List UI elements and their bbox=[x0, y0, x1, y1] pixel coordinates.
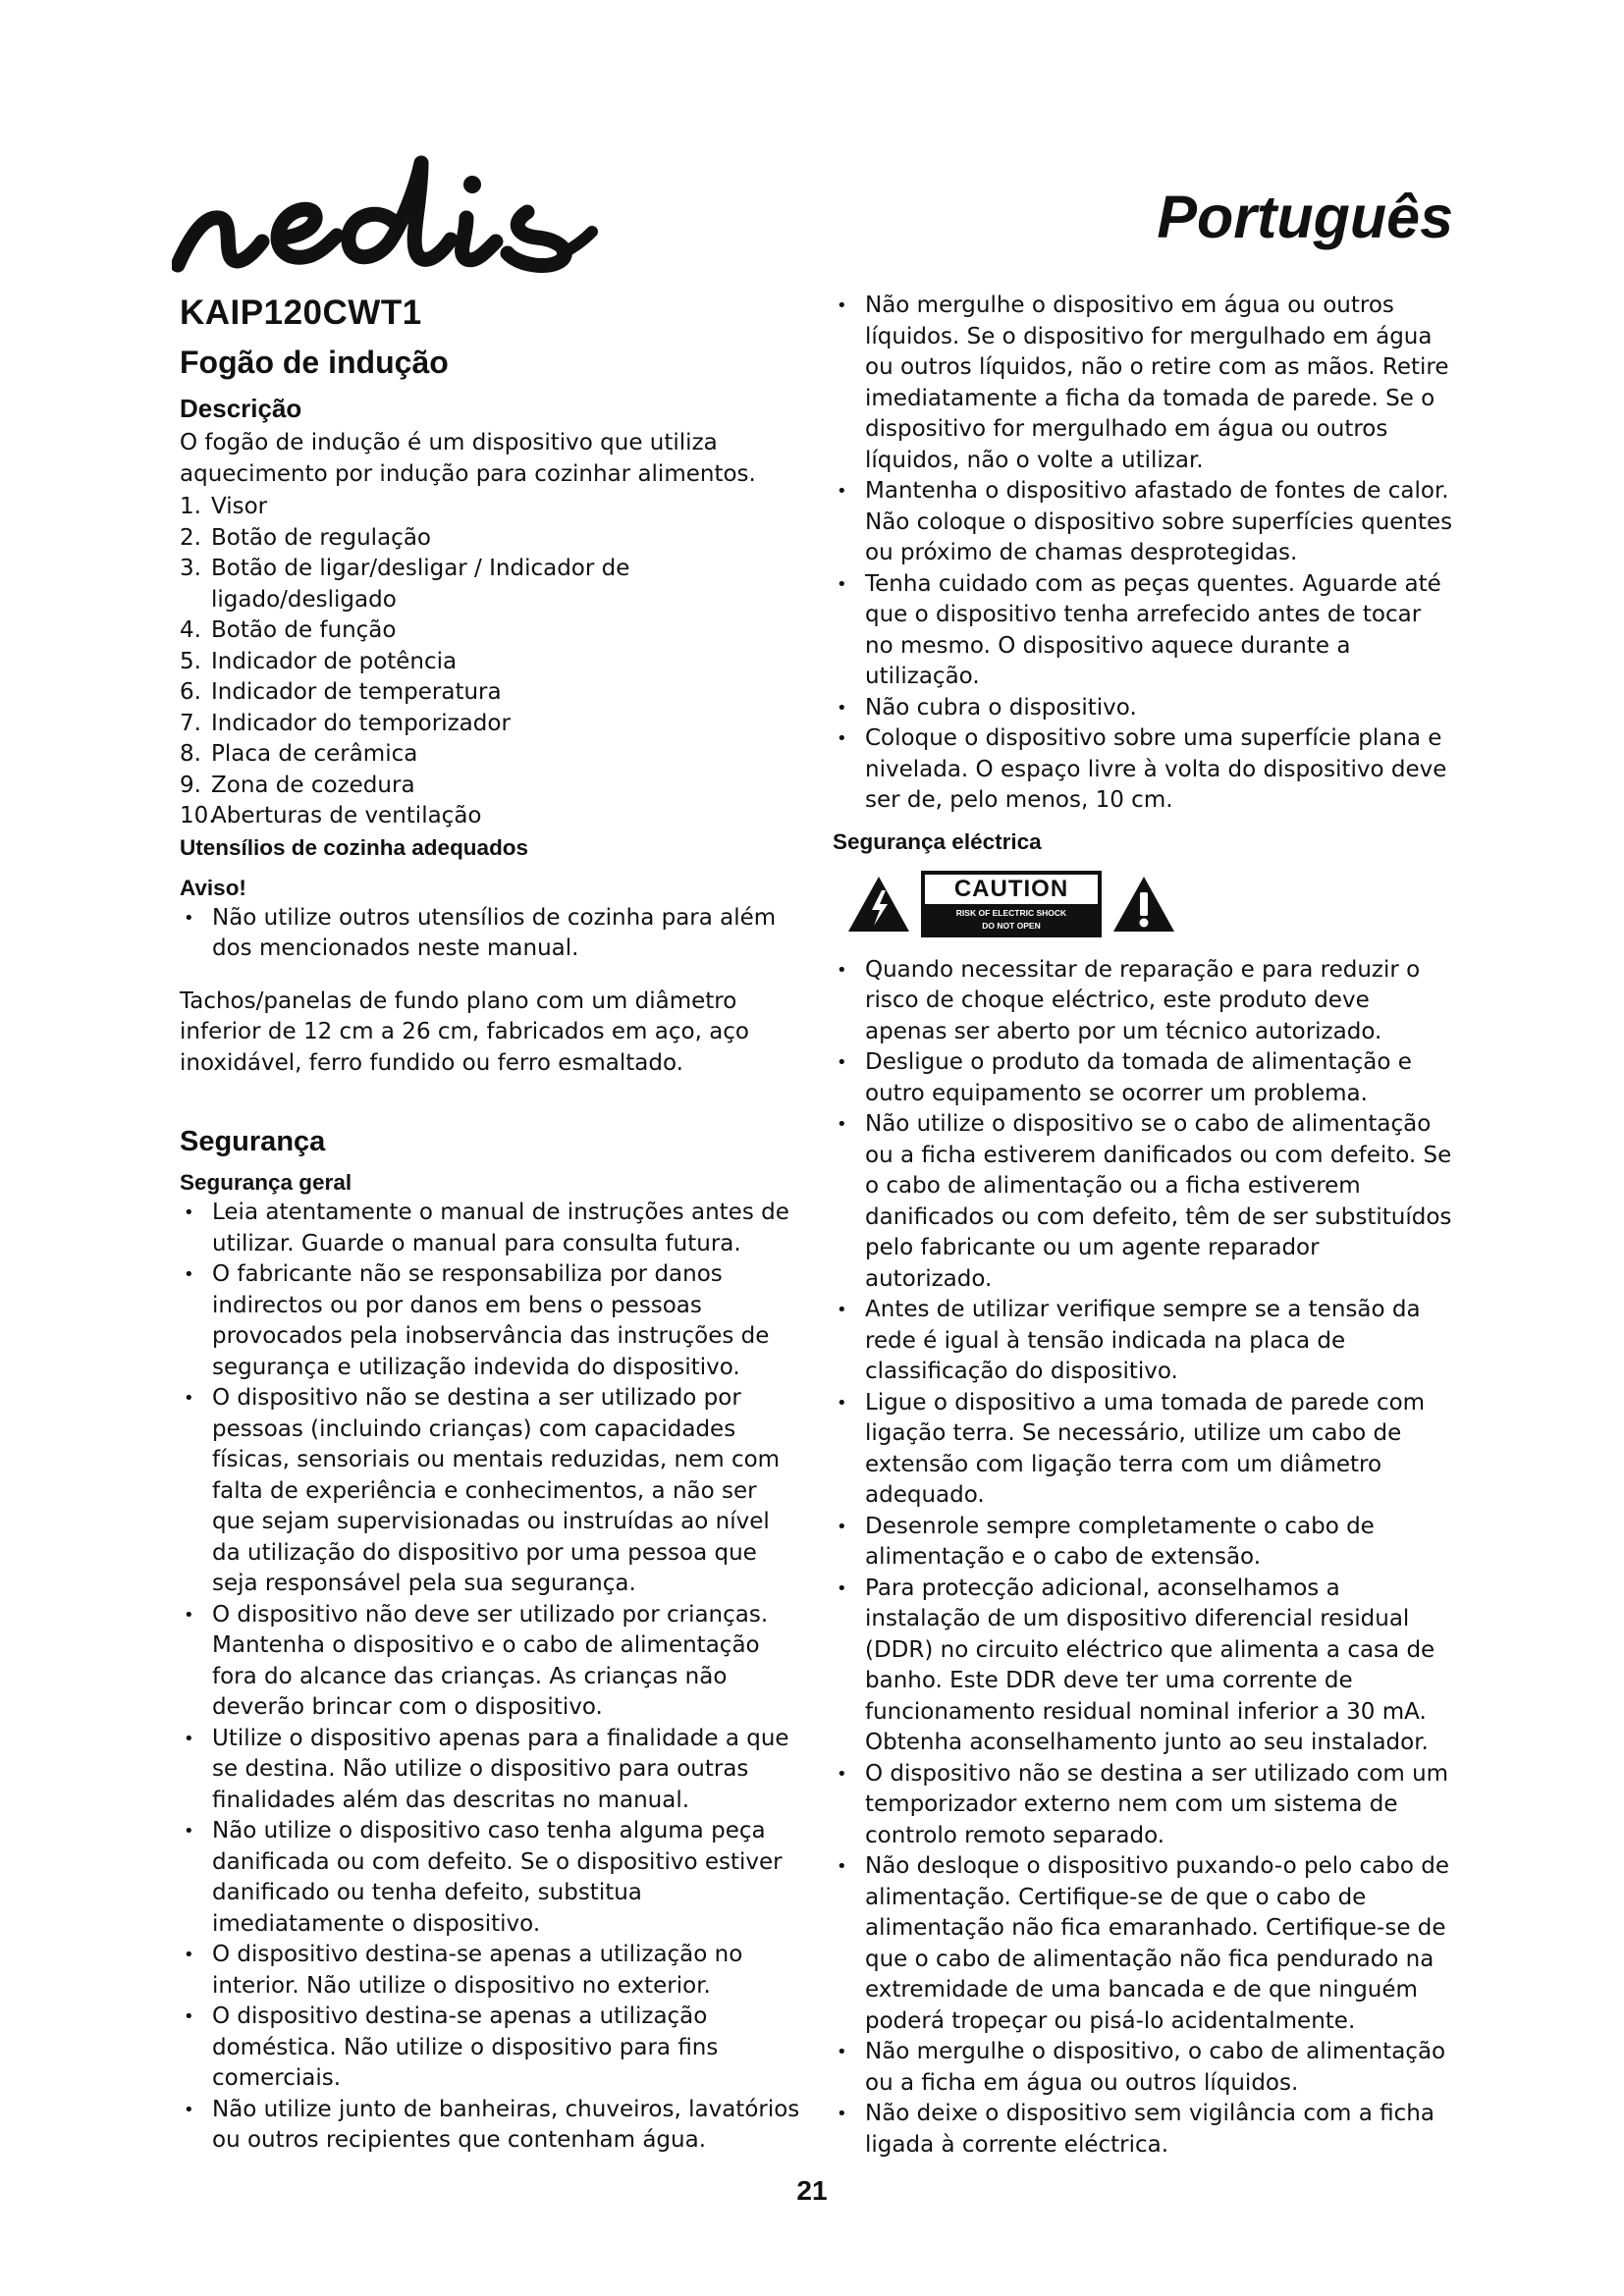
part-label: Botão de ligar/desligar / Indicador de ligado/desligado bbox=[211, 556, 630, 613]
utensils-heading: Utensílios de cozinha adequados bbox=[180, 834, 529, 860]
electric-shock-warning-icon bbox=[846, 875, 911, 934]
part-number: 8. bbox=[180, 741, 201, 767]
part-number: 9. bbox=[180, 772, 201, 798]
part-item bbox=[180, 739, 800, 771]
caution-line-1: RISK OF ELECTRIC SHOCK bbox=[955, 908, 1067, 918]
safety-item: • O dispositivo destina-se apenas a utilização doméstica. Não utilize o dispositivo para fins comerciais. bbox=[180, 2002, 800, 2095]
right-column bbox=[833, 291, 1453, 2161]
electrical-safety-item: • Não desloque o dispositivo puxando-o pelo cabo de alimentação. Certifique-se de que o cabo de alimentação não fica emaranhado. Certifique-se de que o cabo de alimentação não fica pendurado na extremidade de uma bancada e de que ninguém poderá tropeçar ou pisá-lo acidentalmente. bbox=[833, 1851, 1453, 2037]
electrical-safety-item: • Para protecção adicional, aconselhamos a instalação de um dispositivo diferencial residual (DDR) no circuito eléctrico que alimenta a casa de banho. Este DDR deve ter uma corrente de funcionamento residual nominal inferior a 30 mA. Obtenha aconselhamento junto ao seu instalador. bbox=[833, 1574, 1453, 1759]
safety-item: • Não utilize junto de banheiras, chuveiros, lavatórios ou outros recipientes que contenham água. bbox=[180, 2095, 800, 2157]
part-number: 4. bbox=[180, 617, 201, 643]
exclamation-warning-icon bbox=[1111, 875, 1176, 934]
descricao-text: O fogão de indução é um dispositivo que utiliza aquecimento por indução para cozinhar alimentos. bbox=[180, 430, 756, 487]
seguranca-electrica-heading: Segurança eléctrica bbox=[833, 828, 1042, 854]
part-label: Indicador de potência bbox=[211, 648, 458, 674]
safety-item: • Coloque o dispositivo sobre uma superfície plana e nivelada. O espaço livre à volta do dispositivo deve ser de, pelo menos, 10 cm. bbox=[833, 723, 1453, 817]
safety-continued-list bbox=[833, 291, 1453, 817]
product-title: Fogão de indução bbox=[180, 345, 449, 380]
part-number: 6. bbox=[180, 679, 201, 705]
part-item bbox=[180, 492, 800, 523]
safety-item: • Tenha cuidado com as peças quentes. Aguarde até que o dispositivo tenha arrefecido antes de tocar no mesmo. O dispositivo aquece durante a utilização. bbox=[833, 569, 1453, 693]
safety-item: • Leia atentamente o manual de instruções antes de utilizar. Guarde o manual para consulta futura. bbox=[180, 1198, 800, 1259]
safety-item: • Mantenha o dispositivo afastado de fontes de calor. Não coloque o dispositivo sobre superfícies quentes ou próximo de chamas desprotegidas. bbox=[833, 476, 1453, 569]
seguranca-geral-list bbox=[180, 1198, 800, 2157]
safety-item: • Não mergulhe o dispositivo em água ou outros líquidos. Se o dispositivo for mergulhado em água ou outros líquidos, não o retire com as mãos. Retire imediatamente a ficha da tomada de parede. Se o dispositivo for mergulhado em água ou outros líquidos, não o volte a utilizar. bbox=[833, 291, 1453, 476]
aviso-list bbox=[180, 903, 800, 965]
safety-item: • Utilize o dispositivo apenas para a finalidade a que se destina. Não utilize o dispositivo para outras finalidades além das descritas no manual. bbox=[180, 1724, 800, 1817]
brand-text: nedis bbox=[172, 147, 175, 148]
electrical-safety-item: • Ligue o dispositivo a uma tomada de parede com ligação terra. Se necessário, utilize um cabo de extensão com ligação terra com um diâmetro adequado. bbox=[833, 1388, 1453, 1512]
page-number: 21 bbox=[796, 2175, 828, 2206]
part-item bbox=[180, 554, 800, 615]
safety-item: • O dispositivo não se destina a ser utilizado por pessoas (incluindo crianças) com capacidades físicas, sensoriais ou mentais reduzidas, nem com falta de experiência e conhecimentos, a não ser que sejam supervisionadas ou instruídas ao nível da utilização do dispositivo por uma pessoa que seja responsável pela sua segurança. bbox=[180, 1383, 800, 1600]
model-number: KAIP120CWT1 bbox=[180, 294, 422, 332]
part-number: 7. bbox=[180, 710, 201, 736]
seguranca-heading: Segurança bbox=[180, 1126, 326, 1157]
aviso-heading: Aviso! bbox=[180, 875, 246, 900]
part-label: Zona de cozedura bbox=[211, 772, 415, 798]
part-label: Indicador de temperatura bbox=[211, 679, 502, 705]
part-item bbox=[180, 677, 800, 709]
part-number: 5. bbox=[180, 648, 201, 674]
safety-item: • Não cubra o dispositivo. bbox=[833, 693, 1453, 724]
electrical-safety-item: • O dispositivo não se destina a ser utilizado com um temporizador externo nem com um sistema de controlo remoto separado. bbox=[833, 1759, 1453, 1852]
part-number: 1. bbox=[180, 494, 201, 519]
utensils-text: Tachos/panelas de fundo plano com um diâmetro inferior de 12 cm a 26 cm, fabricados em aço, aço inoxidável, ferro fundido ou ferro esmaltado. bbox=[180, 988, 750, 1076]
electrical-safety-item: • Não deixe o dispositivo sem vigilância com a ficha ligada à corrente eléctrica. bbox=[833, 2099, 1453, 2161]
electrical-safety-item: • Desenrole sempre completamente o cabo de alimentação e o cabo de extensão. bbox=[833, 1512, 1453, 1574]
language-heading: Português bbox=[1157, 184, 1453, 250]
part-item bbox=[180, 615, 800, 647]
caution-box bbox=[921, 871, 1102, 937]
seguranca-electrica-list bbox=[833, 955, 1453, 2162]
part-item bbox=[180, 771, 800, 802]
part-number: 3. bbox=[180, 556, 201, 581]
electrical-safety-item: • Não mergulhe o dispositivo, o cabo de alimentação ou a ficha em água ou outros líquidos. bbox=[833, 2037, 1453, 2099]
parts-list bbox=[180, 492, 800, 832]
electrical-safety-item: • Antes de utilizar verifique sempre se a tensão da rede é igual à tensão indicada na placa de classificação do dispositivo. bbox=[833, 1295, 1453, 1388]
caution-label bbox=[846, 871, 1453, 937]
safety-item: • O fabricante não se responsabiliza por danos indirectos ou por danos em bens o pessoas provocados pela inobservância das instruções de segurança e utilização indevida do dispositivo. bbox=[180, 1259, 800, 1383]
part-label: Visor bbox=[211, 494, 268, 519]
part-item bbox=[180, 801, 800, 832]
part-item bbox=[180, 709, 800, 740]
left-column bbox=[180, 291, 800, 2157]
nedis-logo bbox=[172, 147, 643, 280]
safety-item: • Não utilize o dispositivo caso tenha alguma peça danificada ou com defeito. Se o dispositivo estiver danificado ou tenha defeito, substitua imediatamente o dispositivo. bbox=[180, 1816, 800, 1940]
descricao-heading: Descrição bbox=[180, 394, 302, 423]
safety-item: • O dispositivo destina-se apenas a utilização no interior. Não utilize o dispositivo no exterior. bbox=[180, 1940, 800, 2002]
part-label: Botão de função bbox=[211, 617, 397, 643]
electrical-safety-item: • Desligue o produto da tomada de alimentação e outro equipamento se ocorrer um problema. bbox=[833, 1047, 1453, 1109]
part-label: Indicador do temporizador bbox=[211, 710, 511, 736]
part-number: 10. bbox=[180, 803, 216, 828]
seguranca-geral-heading: Segurança geral bbox=[180, 1170, 352, 1195]
caution-line-2: DO NOT OPEN bbox=[982, 921, 1041, 931]
safety-item: • O dispositivo não deve ser utilizado por crianças. Mantenha o dispositivo e o cabo de alimentação fora do alcance das crianças. As crianças não deverão brincar com o dispositivo. bbox=[180, 1600, 800, 1724]
part-item bbox=[180, 523, 800, 555]
aviso-item: • Não utilize outros utensílios de cozinha para além dos mencionados neste manual. bbox=[180, 903, 800, 965]
part-label: Aberturas de ventilação bbox=[211, 803, 482, 828]
electrical-safety-item: • Não utilize o dispositivo se o cabo de alimentação ou a ficha estiverem danificados ou com defeito. Se o cabo de alimentação ou a ficha estiverem danificados ou com defeito, têm de ser substituídos pelo fabricante ou um agente reparador autorizado. bbox=[833, 1109, 1453, 1295]
part-label: Placa de cerâmica bbox=[211, 741, 418, 767]
electrical-safety-item: • Quando necessitar de reparação e para reduzir o risco de choque eléctrico, este produto deve apenas ser aberto por um técnico autorizado. bbox=[833, 955, 1453, 1048]
caution-title: CAUTION bbox=[925, 875, 1098, 907]
part-item bbox=[180, 647, 800, 678]
caution-subtext bbox=[925, 907, 1098, 934]
part-number: 2. bbox=[180, 524, 201, 551]
part-label: Botão de regulação bbox=[211, 524, 431, 551]
